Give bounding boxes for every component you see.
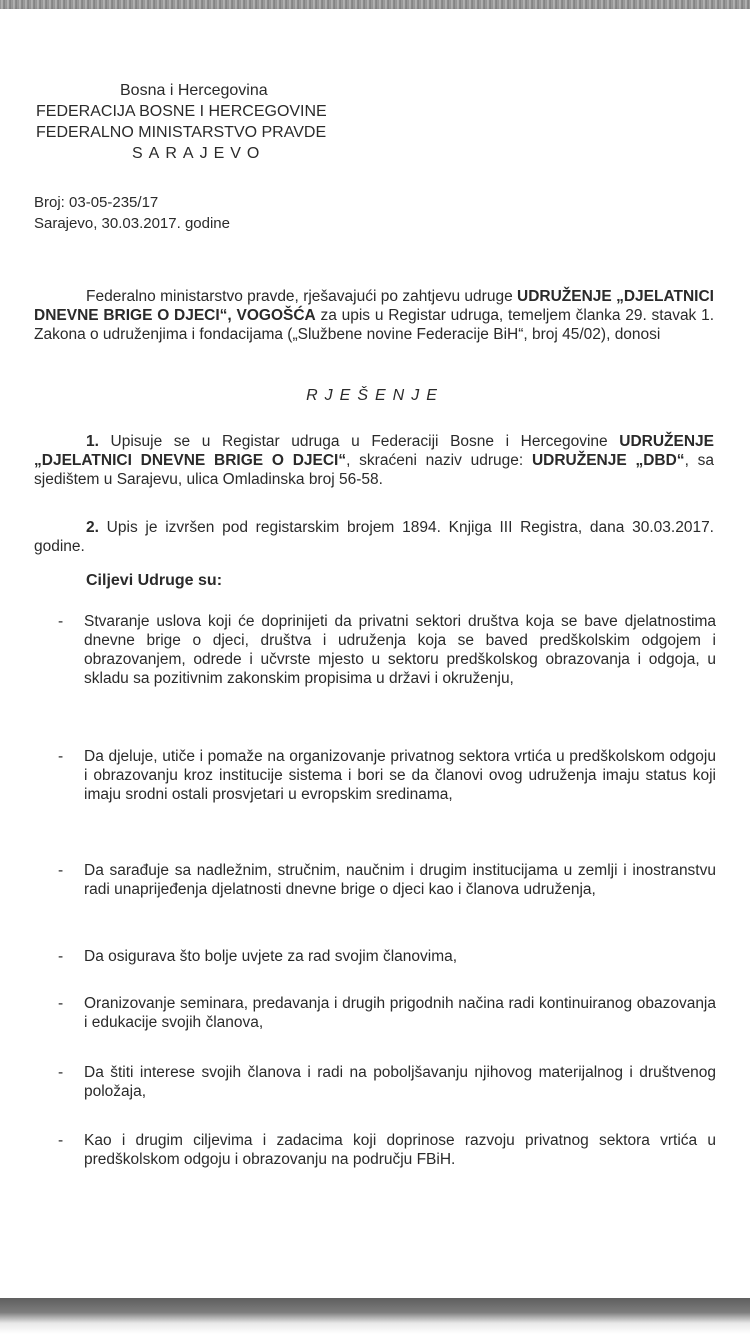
goal-item — [58, 612, 716, 688]
header-city: SARAJEVO — [132, 145, 266, 162]
item-1-number: 1. — [86, 433, 99, 450]
goal-dash: - — [58, 1064, 64, 1081]
decision-item-2 — [34, 518, 714, 556]
intro-text-2: za upis u Registar udruga, temeljem članka 29. stavak 1. Zakona o udruženjima i fondacijama („Službene novine Federacije BiH“, broj 45/02), donosi — [34, 307, 714, 343]
goal-dash: - — [58, 748, 64, 765]
reference-date: Sarajevo, 30.03.2017. godine — [34, 215, 230, 232]
item-2-number: 2. — [86, 519, 99, 536]
goal-item — [58, 947, 716, 966]
item-1-association-name: UDRUŽENJE „DJELATNICI DNEVNE BRIGE O DJECI“ — [34, 433, 714, 469]
goals-heading: Ciljevi Udruge su: — [86, 572, 223, 589]
goal-text: Kao i drugim ciljevima i zadacima koji doprinose razvoju privatnog sektora vrtića u predškolskom odgoju i obrazovanju na području FBiH. — [84, 1132, 716, 1168]
goal-dash: - — [58, 948, 64, 965]
item-1-text-1: Upisuje se u Registar udruga u Federaciji Bosne i Hercegovine — [98, 433, 620, 450]
intro-paragraph — [34, 287, 714, 344]
goal-dash: - — [58, 613, 64, 630]
intro-association-name: UDRUŽENJE „DJELATNICI DNEVNE BRIGE O DJECI“, VOGOŠĆA — [34, 288, 714, 324]
item-2-text: Upis je izvršen pod registarskim brojem 1894. Knjiga III Registra, dana 30.03.2017. godine. — [34, 519, 714, 555]
goal-text: Da štiti interese svojih članova i radi na poboljšavanju njihovog materijalnog i društvenog položaja, — [84, 1064, 716, 1100]
goal-text: Da osigurava što bolje uvjete za rad svojim članovima, — [84, 948, 458, 965]
scan-bottom-edge — [0, 1298, 750, 1334]
goal-item — [58, 861, 716, 899]
goal-item — [58, 1131, 716, 1169]
decision-item-1 — [34, 432, 714, 489]
goal-text: Da sarađuje sa nadležnim, stručnim, naučnim i drugim institucijama u zemlji i inostranstvu radi unapriјeđenja djelatnosti dnevne brige o djeci kao i članova udruženja, — [84, 862, 716, 898]
reference-number: Broj: 03-05-235/17 — [34, 194, 159, 211]
header-country: Bosna i Hercegovina — [120, 82, 268, 99]
goal-dash: - — [58, 1132, 64, 1149]
item-1-text-2: , skraćeni naziv udruge: — [346, 452, 532, 469]
goal-dash: - — [58, 862, 64, 879]
goal-text: Stvaranje uslova koji će doprinijeti da privatni sektori društva koja se bave djelatnostima dnevne brige o djeci, društva i udruženja koja se baved predškolskim odgojem i obrazovanjem, odrede i učvrste mjesto u sektoru predškolskog obrazovanja i odgoja, u skladu sa pozitivnim zakonskim propisima u državi i okruženju, — [84, 613, 716, 687]
goal-item — [58, 994, 716, 1032]
scan-top-edge — [0, 0, 750, 9]
item-1-text-3: , sa sjedištem u Sarajevu, ulica Omladinska broj 56-58. — [34, 452, 715, 488]
goal-text: Da djeluje, utiče i pomaže na organizovanje privatnog sektora vrtića u predškolskom odgoju i obrazovanju kroz institucije sistema i bori se da članovi ovog udruženja imaju status koji imaju srodni ostali prosvjetari u evropskim sredinama, — [84, 748, 716, 803]
goal-item — [58, 747, 716, 804]
header-ministry: FEDERALNO MINISTARSTVO PRAVDE — [36, 124, 327, 141]
decision-title: RJEŠENJE — [306, 387, 444, 404]
goal-dash: - — [58, 995, 64, 1012]
goal-text: Oranizovanje seminara, predavanja i drugih prigodnih načina radi kontinuiranog obazovanja i edukacije svojih članova, — [84, 995, 716, 1031]
header-federation: FEDERACIJA BOSNE I HERCEGOVINE — [36, 103, 327, 120]
reference-block — [34, 192, 230, 234]
intro-text-1: Federalno ministarstvo pravde, rješavajući po zahtjevu udruge — [86, 288, 518, 305]
item-1-short-name: UDRUŽENJE „DBD“ — [531, 452, 685, 469]
goal-item — [58, 1063, 716, 1101]
document-header — [36, 80, 376, 164]
